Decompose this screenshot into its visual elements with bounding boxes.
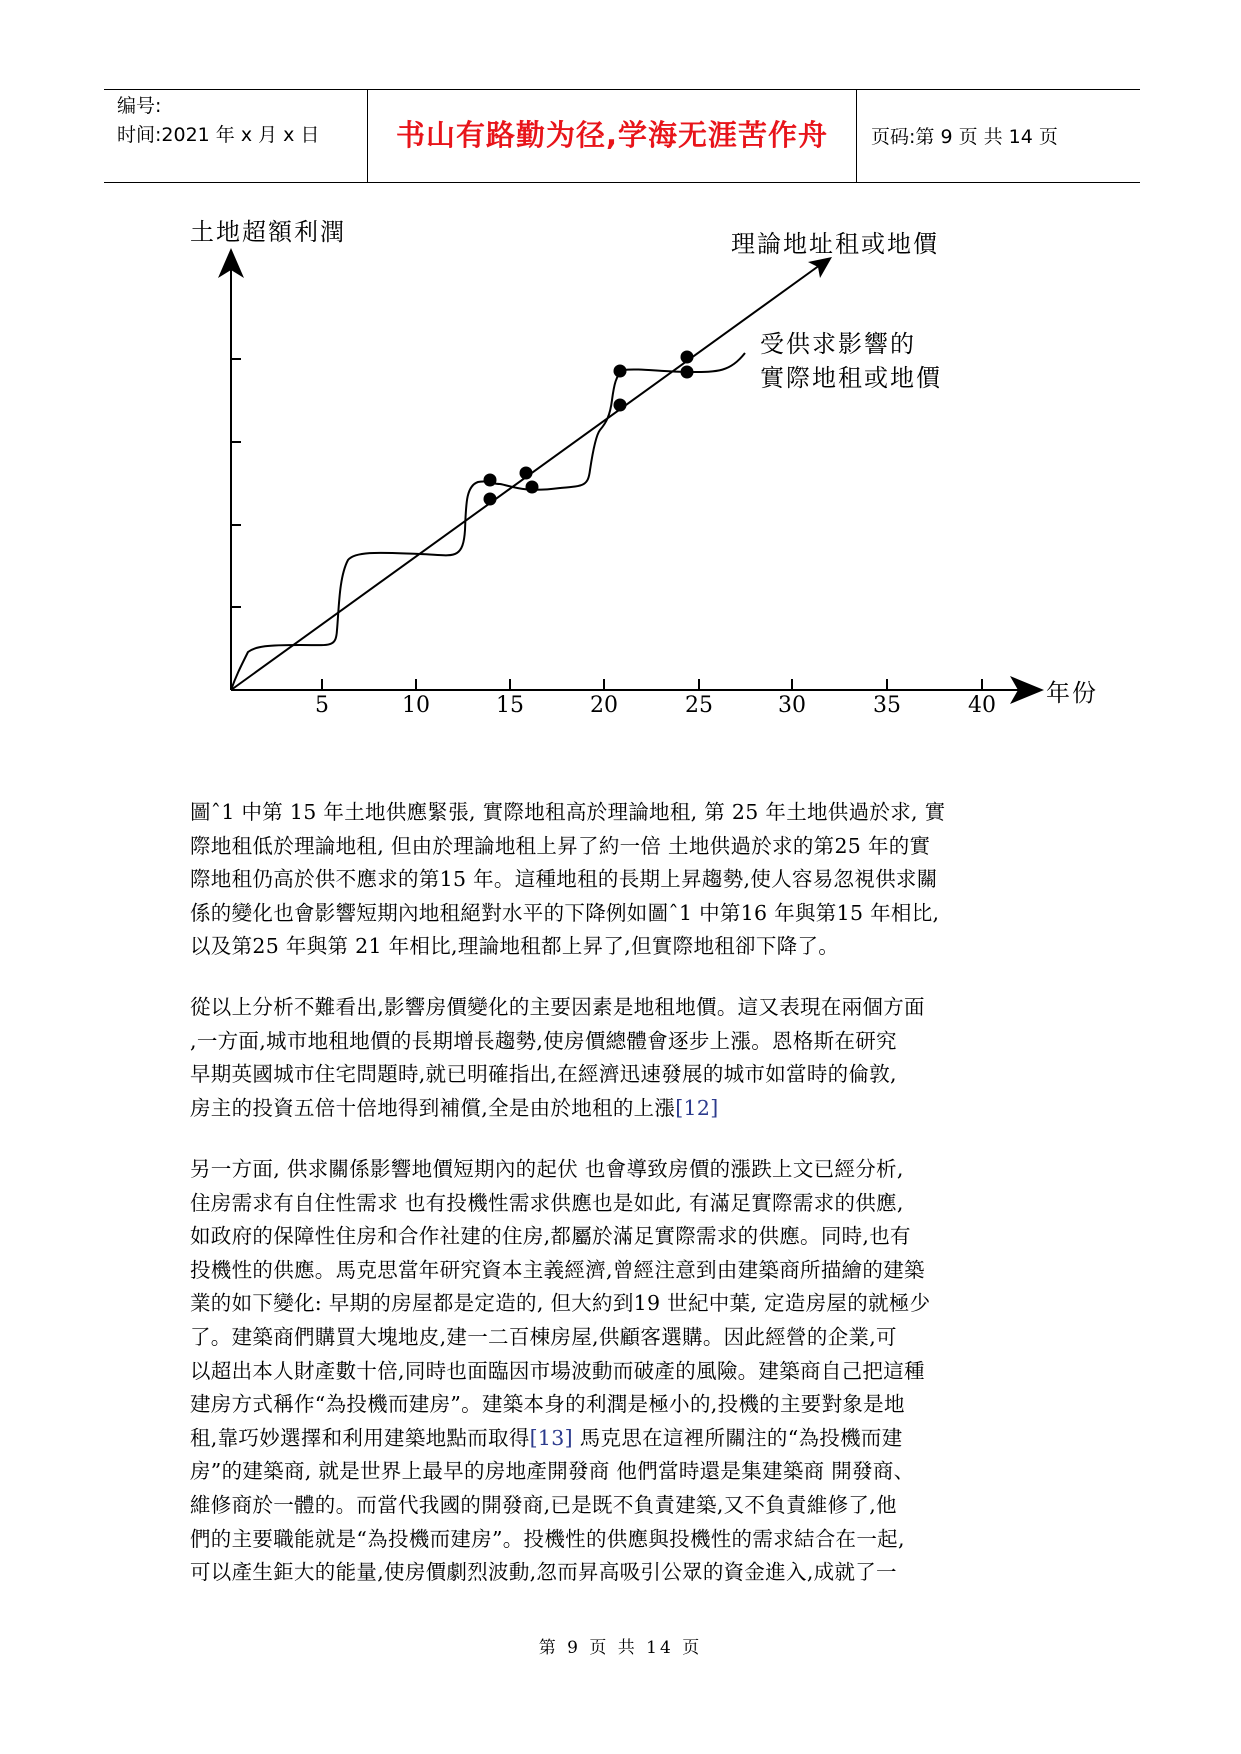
text-line: 住房需求有自住性需求 也有投機性需求供應也是如此, 有滿足實際需求的供應, (190, 1190, 904, 1215)
page-footer (0, 1633, 1241, 1658)
x-ticks (322, 679, 982, 690)
x-axis-unit-label: 年份 (1046, 679, 1098, 707)
theory-line-label: 理論地址租或地價 (731, 230, 939, 258)
x-tick-label: 10 (402, 693, 430, 718)
text-segment: 房主的投資五倍十倍地得到補償,全是由於地租的上漲 (190, 1095, 676, 1120)
theoretical-rent-arrow (808, 257, 832, 278)
text-line: 另一方面, 供求關係影響地價短期內的起伏 也會導致房價的漲跌上文已經分析, (190, 1157, 904, 1181)
actual-curve-label (760, 327, 942, 395)
footer-page-number: 第 9 页 (538, 1638, 610, 1658)
text-line: 房”的建築商, 就是世界上最早的房地產開發商 他們當時還是集建築商 開發商、 (190, 1459, 915, 1484)
text-line: 如政府的保障性住房和合作社建的住房,都屬於滿足實際需求的供應。同時,也有 (190, 1224, 911, 1249)
actual-rent-curve (231, 353, 745, 690)
citation-link[interactable]: [12] (675, 1095, 719, 1120)
text-line: 業的如下變化: 早期的房屋都是定造的, 但大約到19 世紀中葉, 定造房屋的就極少 (190, 1291, 931, 1316)
text-line: ,一方面,城市地租地價的長期增長趨勢,使房價總體會逐步上漲。恩格斯在研究 (190, 1028, 897, 1053)
text-line: 以超出本人財產數十倍,同時也面臨因市場波動而破產的風險。建築商自己把這種 (190, 1358, 925, 1383)
text-line: 維修商於一體的。而當代我國的開發商,已是既不負責建築,又不負責維修了,他 (190, 1492, 897, 1517)
paragraph-speculation (190, 1153, 1090, 1590)
y-ticks (231, 359, 241, 607)
point-theory-y25 (681, 351, 694, 364)
data-points (484, 351, 694, 506)
x-tick-label: 5 (315, 693, 329, 718)
text-line: 了。建築商們購買大塊地皮,建一二百棟房屋,供顧客選購。因此經營的企業,可 (190, 1324, 897, 1349)
point-actual-y16 (526, 481, 539, 494)
text-line: 建房方式稱作“為投機而建房”。建築本身的利潤是極小的,投機的主要對象是地 (190, 1392, 905, 1417)
footer-page-total: 共 14 页 (617, 1638, 703, 1658)
text-line: 係的變化也會影響短期內地租絕對水平的下降例如圖ˆ1 中第16 年與第15 年相比, (190, 900, 940, 925)
point-theory-y14 (484, 493, 497, 506)
rent-figure-graphic (0, 0, 1241, 780)
text-line (190, 1092, 1090, 1126)
point-theory-y21 (614, 399, 627, 412)
text-line (190, 1422, 1090, 1456)
x-tick-label: 35 (873, 693, 901, 718)
x-tick-label: 20 (590, 693, 618, 718)
point-actual-y14 (484, 474, 497, 487)
header-time-label: 时间:2021 年 x 月 x 日 (117, 124, 320, 146)
y-axis-label: 土地超額利潤 (190, 218, 346, 246)
point-actual-y25 (681, 366, 694, 379)
actual-curve-label-line: 受供求影響的 (760, 330, 916, 358)
x-tick-label: 25 (685, 693, 713, 718)
text-line: 們的主要職能就是“為投機而建房”。投機性的供應與投機性的需求結合在一起, (190, 1526, 905, 1551)
header-page-label: 页码:第 9 页 共 14 页 (871, 126, 1058, 148)
header-number-label: 编号: (117, 95, 162, 117)
point-theory-y16 (520, 467, 533, 480)
paragraph-figure-explanation (190, 796, 1090, 964)
actual-curve-label-line: 實際地租或地價 (760, 364, 942, 392)
x-tick-label: 15 (496, 693, 524, 718)
x-tick-label: 40 (968, 693, 996, 718)
rent-figure (0, 0, 1241, 780)
paragraph-rent-trend (190, 991, 1090, 1125)
text-segment: 馬克思在這裡所關注的“為投機而建 (572, 1425, 903, 1450)
text-line: 際地租低於理論地租, 但由於理論地租上昇了約一倍 土地供過於求的第25 年的實 (190, 833, 931, 858)
text-line: 可以產生鉅大的能量,使房價劇烈波動,忽而昇高吸引公眾的資金進入,成就了一 (190, 1560, 897, 1585)
text-line: 圖ˆ1 中第 15 年土地供應緊張, 實際地租高於理論地租, 第 25 年土地供過於求, 實 (190, 800, 946, 824)
text-line: 從以上分析不難看出,影響房價變化的主要因素是地租地價。這又表現在兩個方面 (190, 995, 925, 1019)
point-actual-y21 (614, 365, 627, 378)
text-line: 以及第25 年與第 21 年相比,理論地租都上昇了,但實際地租卻下降了。 (190, 934, 840, 959)
citation-link[interactable]: [13] (529, 1425, 573, 1450)
text-line: 際地租仍高於供不應求的第15 年。這種地租的長期上昇趨勢,使人容易忽視供求關 (190, 867, 938, 892)
text-segment: 租,靠巧妙選擇和利用建築地點而取得 (190, 1425, 530, 1450)
header-motto: 书山有路勤为径,学海无涯苦作舟 (395, 118, 829, 152)
text-line: 投機性的供應。馬克思當年研究資本主義經濟,曾經注意到由建築商所描繪的建築 (190, 1257, 925, 1282)
x-tick-label: 30 (778, 693, 806, 718)
text-line: 早期英國城市住宅問題時,就已明確指出,在經濟迅速發展的城市如當時的倫敦, (190, 1062, 897, 1087)
